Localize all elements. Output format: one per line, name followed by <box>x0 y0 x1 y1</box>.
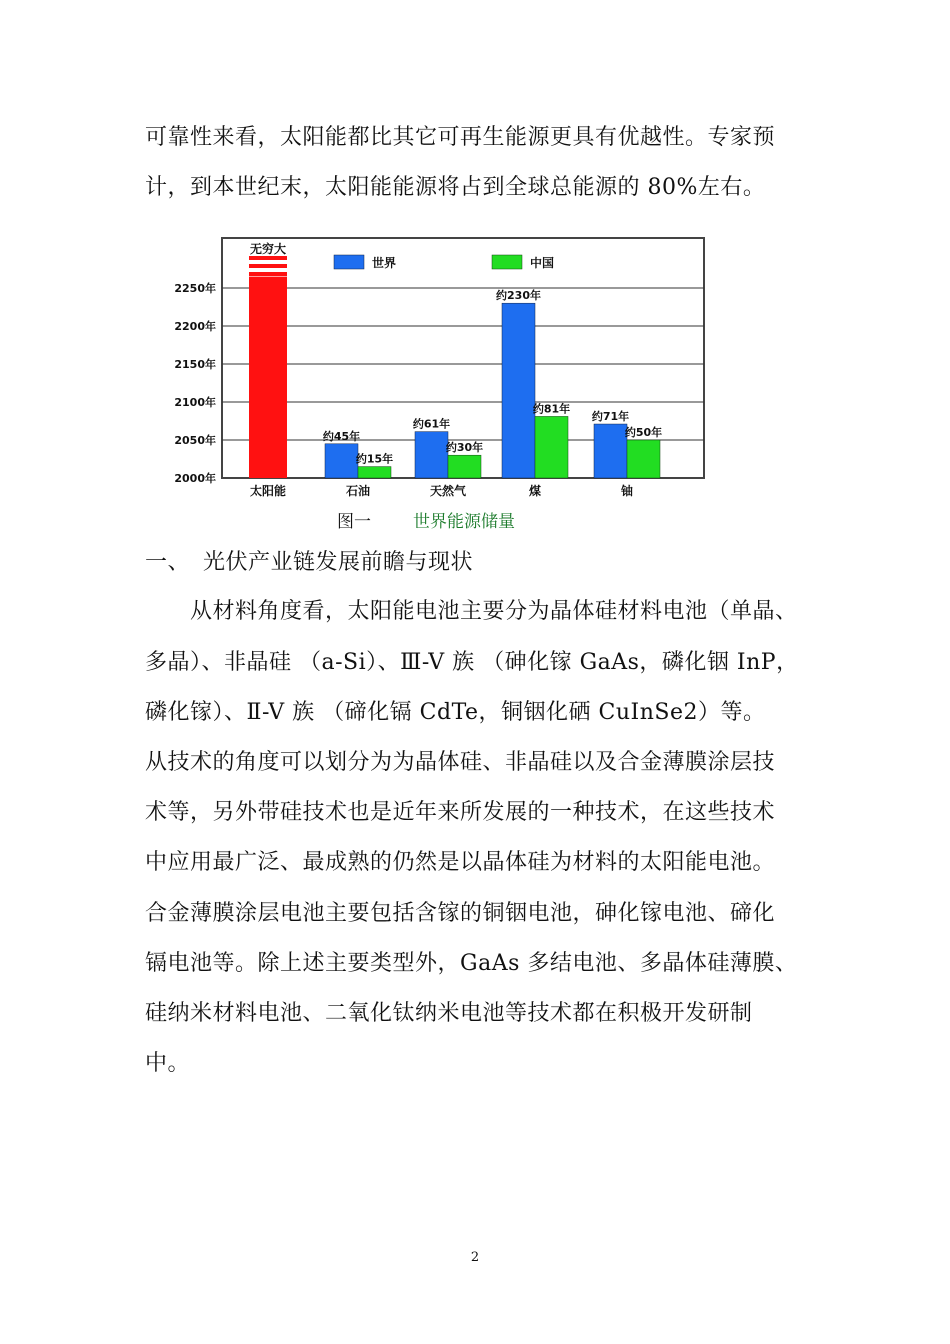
x-category-label: 石油 <box>345 484 371 498</box>
text-line: 可靠性来看，太阳能都比其它可再生能源更具有优越性。专家预 <box>145 125 776 150</box>
text-line: 合金薄膜涂层电池主要包括含镓的铜铟电池，砷化镓电池、碲化 <box>145 901 776 926</box>
text-line: 多晶）、非晶硅 （a-Si）、Ⅲ-V 族 （砷化镓 GaAs，磷化铟 InP， <box>145 650 799 675</box>
bar-sun-stripe <box>249 264 287 268</box>
x-category-label: 太阳能 <box>249 484 287 498</box>
text-line: 术等，另外带硅技术也是近年来所发展的一种技术，在这些技术 <box>145 800 776 825</box>
bar-china <box>535 416 568 478</box>
page-number: 2 <box>470 1250 480 1265</box>
data-label-china: 约30年 <box>445 441 484 455</box>
data-label-world: 约71年 <box>591 410 630 424</box>
section-number: 一、 <box>145 550 191 575</box>
y-tick-label: 2000年 <box>174 472 216 485</box>
bar-china <box>627 440 660 478</box>
text-line: 中。 <box>145 1051 191 1076</box>
text-line: 中应用最广泛、最成熟的仍然是以晶体硅为材料的太阳能电池。 <box>145 850 776 875</box>
text-line: 镉电池等。除上述主要类型外，GaAs 多结电池、多晶体硅薄膜、 <box>145 951 798 976</box>
section-title: 光伏产业链发展前瞻与现状 <box>203 550 474 575</box>
legend-swatch-world <box>334 255 364 269</box>
y-tick-label: 2150年 <box>174 358 216 371</box>
bar-world <box>415 432 448 478</box>
data-label-china: 约50年 <box>624 426 663 439</box>
data-label-world: 约45年 <box>322 429 361 443</box>
text-line: 从技术的角度可以划分为为晶体硅、非晶硅以及合金薄膜涂层技 <box>145 750 776 775</box>
text-line: 磷化镓）、Ⅱ-V 族 （碲化镉 CdTe，铜铟化硒 CuInSe2）等。 <box>145 700 766 725</box>
text-line: 硅纳米材料电池、二氧化钛纳米电池等技术都在积极开发研制 <box>145 1001 753 1026</box>
figure-number: 图一 <box>337 512 371 532</box>
text-line: 计，到本世纪末，太阳能能源将占到全球总能源的 80%左右。 <box>145 175 766 200</box>
y-tick-label: 2100年 <box>174 396 216 409</box>
figure-title: 世界能源储量 <box>413 512 515 532</box>
data-label-world: 约230年 <box>496 289 541 303</box>
y-tick-label: 2200年 <box>174 320 216 333</box>
data-label-china: 约81年 <box>532 402 571 416</box>
bar-china <box>358 467 391 478</box>
legend-label-world: 世界 <box>372 256 397 270</box>
x-category-label: 铀 <box>620 484 634 498</box>
x-category-label: 天然气 <box>429 484 467 498</box>
bar-sun <box>249 277 287 478</box>
bar-china <box>448 455 481 478</box>
bar-world <box>594 424 627 478</box>
y-tick-label: 2050年 <box>174 434 216 447</box>
bar-sun-stripe <box>249 256 287 260</box>
legend-swatch-china <box>492 255 522 269</box>
x-category-label: 煤 <box>528 484 542 498</box>
energy-reserve-chart <box>150 236 710 506</box>
bar-sun-stripe <box>249 272 287 276</box>
data-label-world: 约61年 <box>412 417 451 431</box>
y-tick-label: 2250年 <box>174 282 216 295</box>
bar-world <box>325 444 358 478</box>
data-label-sun: 无穷大 <box>249 242 287 256</box>
data-label-china: 约15年 <box>355 452 394 466</box>
text-line: 从材料角度看，太阳能电池主要分为晶体硅材料电池（单晶、 <box>190 599 798 624</box>
bar-world <box>502 303 535 478</box>
legend-label-china: 中国 <box>530 256 555 270</box>
